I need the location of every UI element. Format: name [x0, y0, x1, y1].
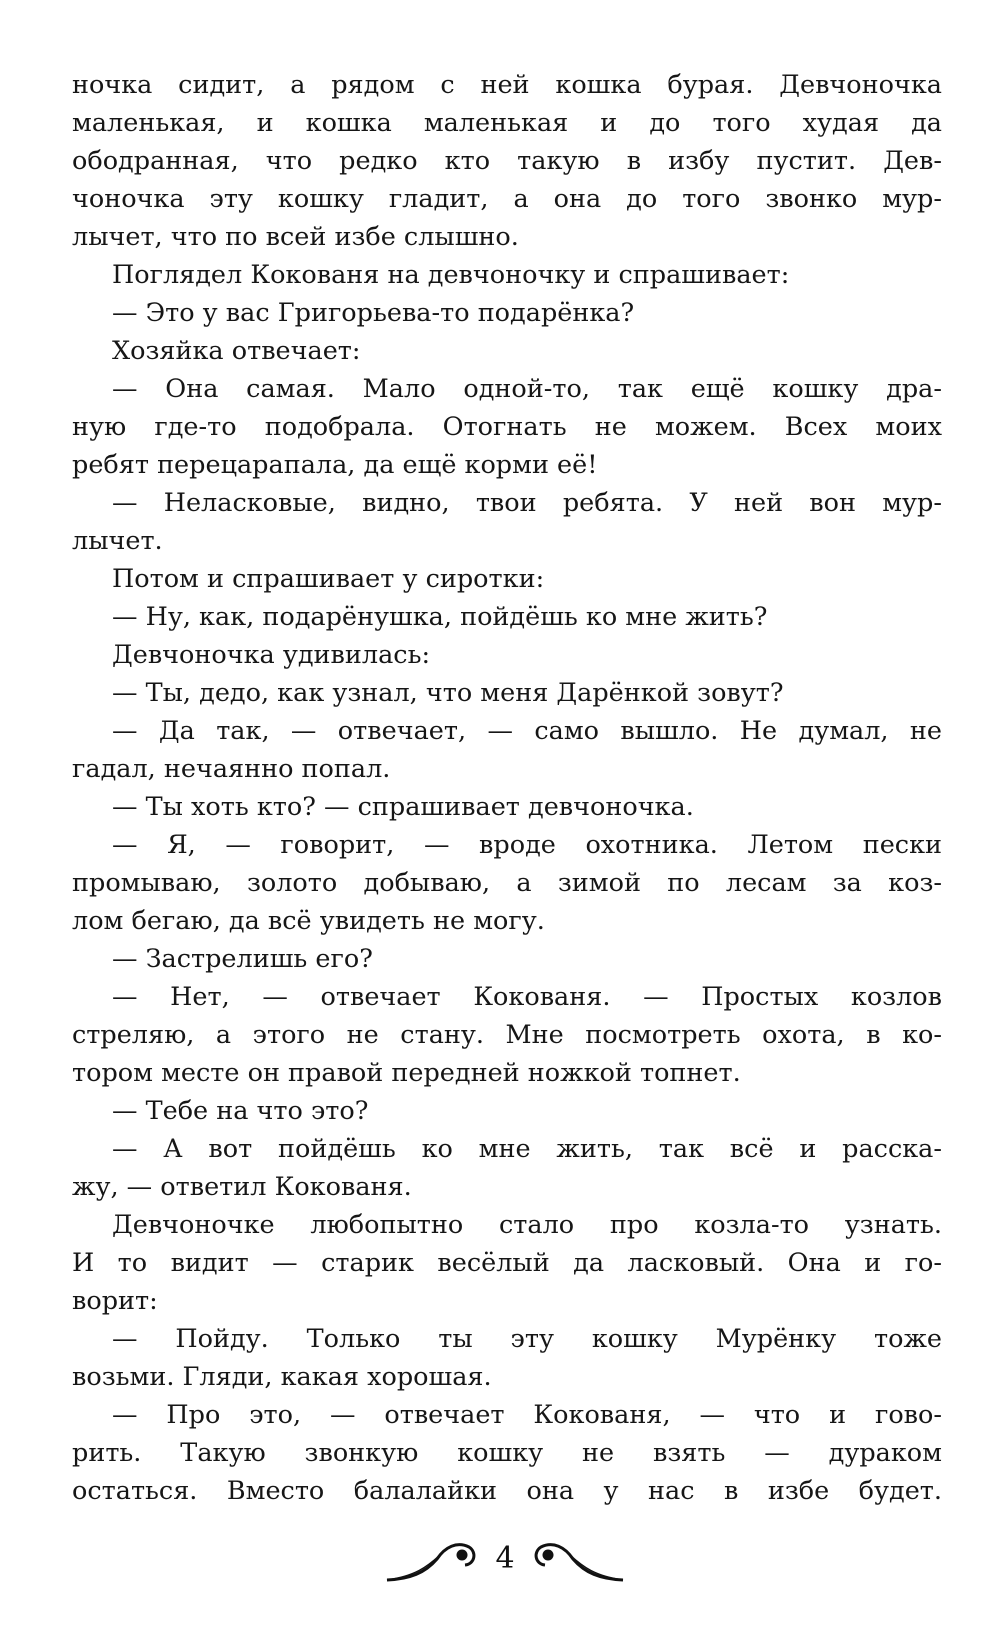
page-footer [385, 1535, 625, 1585]
text-line: ребят перецарапала, да ещё корми её! [72, 450, 598, 480]
text-line: остаться. Вместо балалайки она у нас в избе будет. [72, 1476, 942, 1506]
text-line: — Тебе на что это? [112, 1096, 369, 1126]
text-line: жу, — ответил Кокованя. [72, 1172, 412, 1202]
text-line: — Да так, — отвечает, — само вышло. Не думал, не [112, 716, 942, 746]
text-line: — Ну, как, подарёнушка, пойдёшь ко мне жить? [112, 602, 768, 632]
text-line: — Неласковые, видно, твои ребята. У ней вон мур- [112, 488, 942, 518]
text-line: маленькая, и кошка маленькая и до того худая да [72, 108, 942, 138]
text-line: — А вот пойдёшь ко мне жить, так всё и расска- [112, 1134, 942, 1164]
text-line: лычет. [72, 526, 163, 556]
text-line: — Она самая. Мало одной-то, так ещё кошку дра- [112, 374, 942, 404]
text-line: И то видит — старик весёлый да ласковый. Она и го- [72, 1248, 942, 1278]
text-line: — Застрелишь его? [112, 944, 373, 974]
text-line: — Пойду. Только ты эту кошку Мурёнку тоже [112, 1324, 942, 1354]
text-line: Поглядел Кокованя на девчоночку и спрашивает: [112, 260, 790, 290]
text-line: Девчоночке любопытно стало про козла-то узнать. [112, 1210, 942, 1240]
text-line: ворит: [72, 1286, 158, 1316]
text-line: — Я, — говорит, — вроде охотника. Летом пески [112, 830, 942, 860]
text-line: — Про это, — отвечает Кокованя, — что и гово- [112, 1400, 942, 1430]
page-text [72, 66, 942, 1510]
text-line: — Нет, — отвечает Кокованя. — Простых козлов [112, 982, 942, 1012]
text-line: промываю, золото добываю, а зимой по лесам за коз- [72, 868, 942, 898]
text-line: лом бегаю, да всё увидеть не могу. [72, 906, 545, 936]
text-line: ободранная, что редко кто такую в избу пустит. Дев- [72, 146, 942, 176]
text-line: рить. Такую звонкую кошку не взять — дураком [72, 1438, 942, 1468]
text-line: Девчоночка удивилась: [112, 640, 431, 670]
text-line: тором месте он правой передней ножкой топнет. [72, 1058, 741, 1088]
text-line: лычет, что по всей избе слышно. [72, 222, 519, 252]
text-line: чоночка эту кошку гладит, а она до того звонко мур- [72, 184, 942, 214]
text-line: — Ты хоть кто? — спрашивает девчоночка. [112, 792, 694, 822]
text-line: ную где-то подобрала. Отогнать не можем. Всех моих [72, 412, 942, 442]
text-line: возьми. Гляди, какая хорошая. [72, 1362, 492, 1392]
text-line: Хозяйка отвечает: [112, 336, 361, 366]
page-number: 4 [495, 1541, 515, 1576]
text-line: гадал, нечаянно попал. [72, 754, 391, 784]
text-line: — Это у вас Григорьева-то подарёнка? [112, 298, 635, 328]
text-line: — Ты, дедо, как узнал, что меня Дарёнкой зовут? [112, 678, 784, 708]
text-line: стреляю, а этого не стану. Мне посмотреть охота, в ко- [72, 1020, 942, 1050]
text-line: ночка сидит, а рядом с ней кошка бурая. Девчоночка [72, 70, 942, 100]
text-line: Потом и спрашивает у сиротки: [112, 564, 545, 594]
